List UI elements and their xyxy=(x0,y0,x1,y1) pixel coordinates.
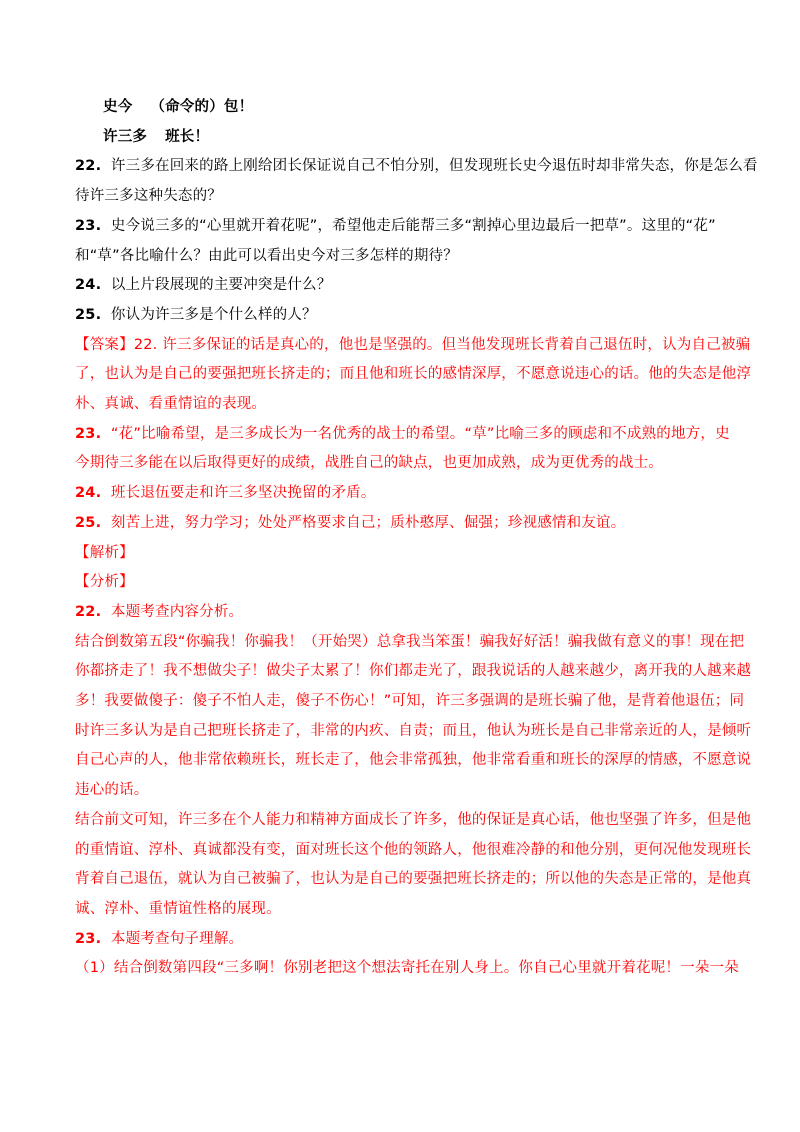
analysis-paragraph-line xyxy=(75,776,725,806)
fenxi-tag: 【分析】 xyxy=(75,574,134,591)
question-24 xyxy=(75,271,725,301)
analysis-paragraph-line xyxy=(75,746,752,776)
analysis-text: （1）结合倒数第四段“三多啊！你别老把这个想法寄托在别人身上。你自己心里就开着花呢！一朵一朵 xyxy=(75,960,739,977)
dialogue-text: （命令的）包！ xyxy=(150,99,254,115)
dialogue-line xyxy=(75,93,725,123)
analysis-text: 结合倒数第五段“你骗我！你骗我！（开始哭）总拿我当笨蛋！骗我好好活！骗我做有意义的事！现在把 xyxy=(75,633,745,650)
answer-22-cont xyxy=(75,360,752,390)
dialogue-speaker: 史今 xyxy=(103,99,133,115)
answer-text: 刻苦上进，努力学习；处处严格要求自己；质朴憨厚、倔强；珍视感情和友谊。 xyxy=(110,514,626,531)
question-text: 许三多在回来的路上刚给团长保证说自己不怕分别，但发现班长史今退伍时却非常失态，你是怎么看 xyxy=(110,158,758,175)
analysis-text: 时许三多认为是自己把班长挤走了，非常的内疚、自责；而且，他认为班长是自己非常亲近的人，是倾听 xyxy=(75,722,752,739)
answer-number: 25. xyxy=(75,514,102,531)
analysis-text: 自己心声的人，他非常依赖班长，班长走了，他会非常孤独，他非常看重和班长的深厚的情感，不愿意说 xyxy=(75,752,752,769)
analysis-paragraph-line xyxy=(75,836,752,866)
answer-24 xyxy=(75,479,725,509)
analysis-text: 你都挤走了！我不想做尖子！做尖子太累了！你们都走光了，跟我说话的人越来越少，离开我的人越来越 xyxy=(75,663,752,680)
analysis-paragraph-line xyxy=(75,628,745,658)
analysis-number: 22. xyxy=(75,603,102,620)
dialogue-speaker: 许三多 xyxy=(103,128,148,145)
answer-text: “花”比喻希望，是三多成长为一名优秀的战士的希望。“草”比喻三多的顾虑和不成熟的地方，史 xyxy=(110,425,730,442)
analysis-text: 诚、淳朴、重情谊性格的展现。 xyxy=(75,900,281,917)
answer-22 xyxy=(75,331,751,361)
answer-25 xyxy=(75,509,725,539)
answer-23 xyxy=(75,420,730,450)
analysis-text: 违心的话。 xyxy=(75,782,149,799)
question-number: 23. xyxy=(75,217,102,234)
answer-text: 了，也认为是自己的要强把班长挤走的；而且他和班长的感情深厚，不愿意说违心的话。他的失态是他淳 xyxy=(75,366,752,383)
jiexi-heading xyxy=(75,539,725,569)
question-text: 和“草”各比喻什么？由此可以看出史今对三多怎样的期待？ xyxy=(75,247,458,264)
answer-text: 朴、真诚、看重情谊的表现。 xyxy=(75,396,267,413)
analysis-paragraph-line xyxy=(75,895,725,925)
answer-number: 23. xyxy=(75,425,102,442)
analysis-23-heading xyxy=(75,925,725,955)
fenxi-heading xyxy=(75,568,725,598)
analysis-paragraph-line xyxy=(75,657,752,687)
question-text: 你认为许三多是个什么样的人？ xyxy=(110,306,317,323)
answer-text: 今期待三多能在以后取得更好的成绩，战胜自己的缺点，也更加成熟，成为更优秀的战士。 xyxy=(75,455,663,472)
question-number: 22. xyxy=(75,158,102,175)
answer-number: 24. xyxy=(75,485,102,502)
answer-text: 许三多保证的话是真心的，他也是坚强的。但当他发现班长背着自己退伍时，认为自己被骗 xyxy=(162,336,751,353)
question-23 xyxy=(75,212,725,242)
dialogue-line xyxy=(75,123,725,153)
analysis-paragraph-line xyxy=(75,865,752,895)
analysis-text: 背着自己退伍，就认为自己被骗了，也认为是自己的要强把班长挤走的；所以他的失态是正常的，是他真 xyxy=(75,871,752,888)
question-number: 25. xyxy=(75,306,102,323)
analysis-paragraph-line xyxy=(75,954,739,984)
analysis-text: 本题考查句子理解。 xyxy=(110,930,244,947)
analysis-paragraph-line xyxy=(75,806,752,836)
answer-number: 22. xyxy=(133,336,158,353)
analysis-text: 多！我要做傻子：傻子不怕人走，傻子不伤心！”可知，许三多强调的是班长骗了他，是背着他退伍；同 xyxy=(75,693,745,710)
analysis-text: 本题考查内容分析。 xyxy=(110,603,244,620)
jiexi-tag: 【解析】 xyxy=(75,544,134,561)
question-text: 待许三多这种失态的？ xyxy=(75,188,222,205)
answer-text: 班长退伍要走和许三多坚决挽留的矛盾。 xyxy=(110,485,376,502)
answer-23-cont xyxy=(75,449,725,479)
answer-22-cont xyxy=(75,390,725,420)
answer-tag: 【答案】 xyxy=(75,336,134,353)
analysis-text: 结合前文可知，许三多在个人能力和精神方面成长了许多，他的保证是真心话，他也坚强了许多，但是他 xyxy=(75,811,752,828)
question-22 xyxy=(75,152,758,182)
question-25 xyxy=(75,301,725,331)
question-text: 以上片段展现的主要冲突是什么？ xyxy=(110,277,332,294)
analysis-paragraph-line xyxy=(75,687,745,717)
question-22-cont xyxy=(75,182,725,212)
document-content xyxy=(75,93,758,984)
question-text: 史今说三多的“心里就开着花呢”，希望他走后能帮三多“割掉心里边最后一把草”。这里的“花” xyxy=(110,217,716,234)
question-number: 24. xyxy=(75,277,102,294)
analysis-text: 的重情谊、淳朴、真诚都没有变，面对班长这个他的领路人，他很难冷静的和他分别，更何况他发现班长 xyxy=(75,841,752,858)
dialogue-text: 班长！ xyxy=(165,128,210,145)
analysis-number: 23. xyxy=(75,930,102,947)
analysis-22-heading xyxy=(75,598,725,628)
question-23-cont xyxy=(75,242,725,272)
analysis-paragraph-line xyxy=(75,717,752,747)
